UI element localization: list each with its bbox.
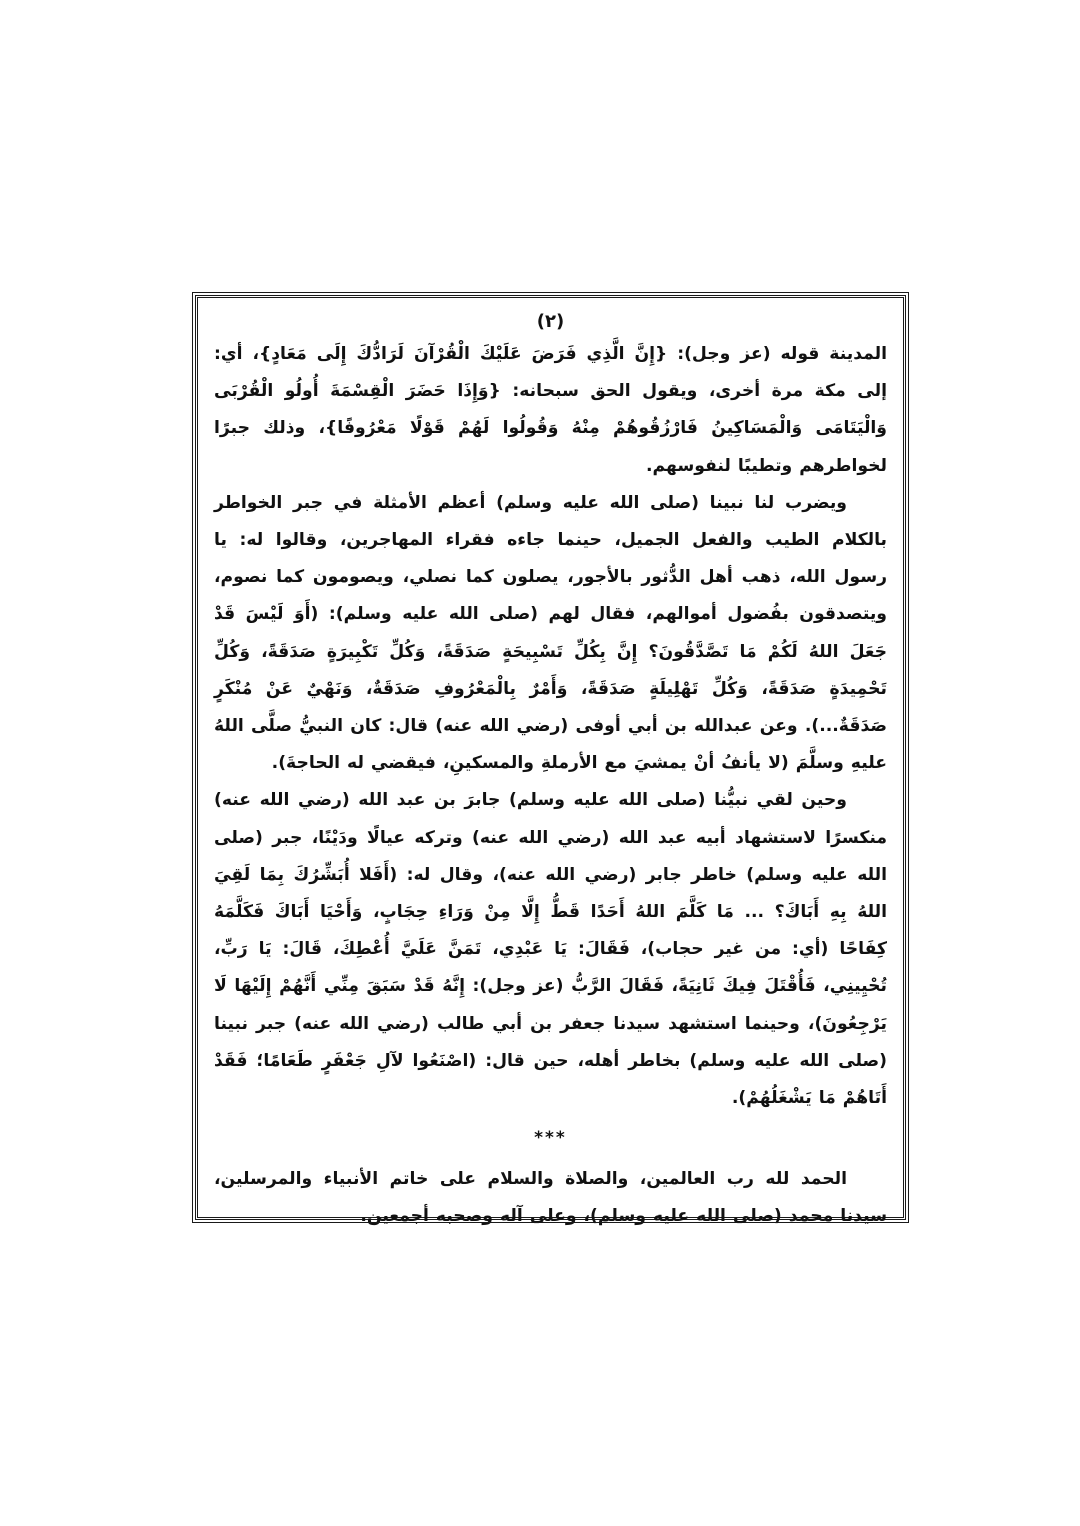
paragraph-prophet-example: ويضرب لنا نبينا (صلى الله عليه وسلم) أعظم الأمثلة في جبر الخواطر بالكلام الطيب والفعل الجميل، حينما جاءه فقراء المهاجرين، وقالوا له: يا رسول الله، ذهب أهل الدُّثور بالأجور، يصلون كما نصلي، ويصومون كما نصوم، ويتصدقون بفُضول أموالهم، فقال لهم (صلى الله عليه وسلم): (أَوَ لَيْسَ قَدْ جَعَلَ اللهُ لَكُمْ مَا تَصَّدَّقُونَ؟ إِنَّ بِكُلِّ تَسْبِيحَةٍ صَدَقَةً، وَكُلِّ تَكْبِيرَةٍ صَدَقَةً، وَكُلِّ تَحْمِيدَةٍ صَدَقَةً، وَكُلِّ تَهْلِيلَةٍ صَدَقَةً، وَأَمْرٌ بِالْمَعْرُوفِ صَدَقَةٌ، وَنَهْيٌ عَنْ مُنْكَرٍ صَدَقَةٌ...). وعن عبدالله بن أبي أوفى (رضي الله عنه) قال: كان النبيُّ صلَّى اللهُ عليهِ وسلَّمَ (لا يأنفُ أنْ يمشيَ مع الأرملةِ والمسكينِ، فيقضي له الحاجةَ). (214, 492, 887, 774)
section-separator: *** (534, 1128, 567, 1149)
paragraph-jabir-story: وحين لقي نبيُّنا (صلى الله عليه وسلم) جابرَ بن عبد الله (رضي الله عنه) منكسرًا لاستشهاد أبيه عبد الله (رضي الله عنه) وتركه عيالًا ودَيْنًا، جبر (صلى الله عليه وسلم) خاطر جابر (رضي الله عنه)، وقال له: (أَفَلا أُبَشِّرُكَ بِمَا لَقِيَ اللهُ بِهِ أَبَاكَ؟ ... مَا كَلَّمَ اللهُ أَحَدًا قَطُّ إِلَّا مِنْ وَرَاءِ حِجَابٍ، وَأَحْيَا أَبَاكَ فَكَلَّمَهُ كِفَاحًا (أي: من غير حجاب)، فَقَالَ: يَا عَبْدِي، تَمَنَّ عَلَيَّ أُعْطِكَ، قَالَ: يَا رَبِّ، تُحْيِينِي، فَأُقْتَلَ فِيكَ ثَانِيَةً، فَقَالَ الرَّبُّ (عز وجل): إِنَّهُ قَدْ سَبَقَ مِنِّي أَنَّهُمْ إِلَيْهَا لَا يَرْجِعُونَ)، وحينما استشهد سيدنا جعفر بن أبي طالب (رضي الله عنه) جبر نبينا (صلى الله عليه وسلم) بخاطر أهله، حين قال: (اصْنَعُوا لآلِ جَعْفَرٍ طَعَامًا؛ فَقَدْ أَتَاهُمْ مَا يَشْغَلُهُمْ). (214, 790, 887, 1109)
paragraph-quran-verses: المدينة قوله (عز وجل): {إِنَّ الَّذِي فَرَضَ عَلَيْكَ الْقُرْآنَ لَرَادُّكَ إِلَى مَعَادٍ}، أي: إلى مكة مرة أخرى، ويقول الحق سبحانه: {وَإِذَا حَضَرَ الْقِسْمَةَ أُولُو الْقُرْبَى وَالْيَتَامَى وَالْمَسَاكِينُ فَارْزُقُوهُمْ مِنْهُ وَقُولُوا لَهُمْ قَوْلًا مَعْرُوفًا}، وذلك جبرًا لخواطرهم وتطيبًا لنفوسهم. (214, 344, 887, 476)
page-number: (٢) (536, 311, 565, 332)
closing-paragraph: الحمد لله رب العالمين، والصلاة والسلام على خاتم الأنبياء والمرسلين، سيدنا محمد (صلى الله عليه وسلم)، وعلى آله وصحبه أجمعين. (214, 1169, 887, 1227)
page-frame (195, 295, 906, 1227)
